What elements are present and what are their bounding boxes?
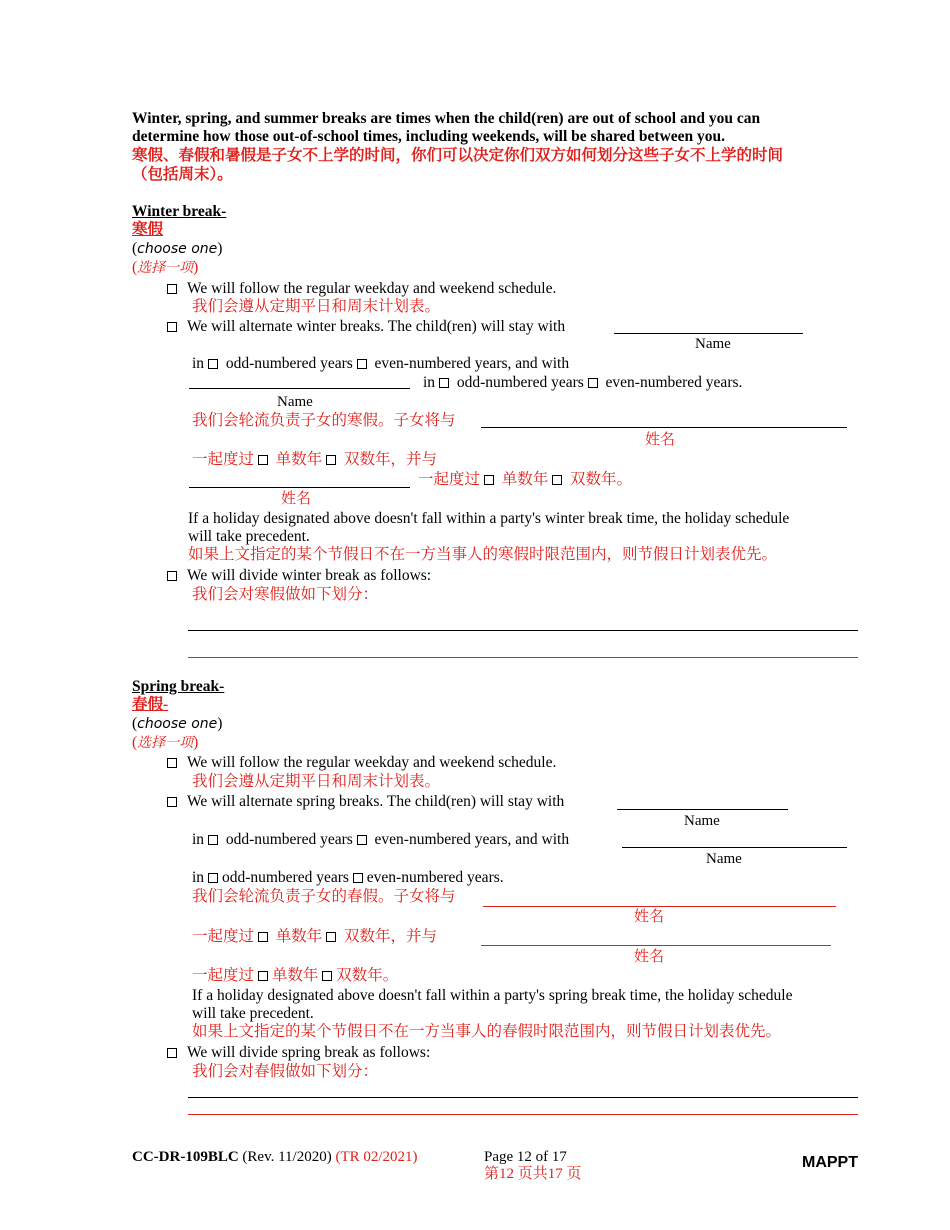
winter-zh-name1-label: 姓名 — [645, 432, 676, 448]
winter-opt2-en: We will alternate winter breaks. The child(ren) will stay with — [187, 318, 566, 335]
spring-odd-label-1: odd-numbered years — [225, 831, 353, 848]
spring-choose-en: (choose one) — [132, 715, 223, 732]
footer-page-zh: 第12 页共17 页 — [484, 1166, 582, 1182]
winter-odd-checkbox-1[interactable] — [208, 359, 218, 369]
spring-zh-name2-line[interactable] — [481, 945, 831, 946]
spring-even-with-label: even-numbered years, and with — [374, 831, 570, 848]
spring-name2-line[interactable] — [622, 847, 847, 848]
winter-option-1 — [167, 280, 556, 298]
winter-zh-even-checkbox-2[interactable] — [552, 475, 562, 485]
spring-zh-odd-2: 单数年 — [271, 967, 319, 984]
winter-in-label-1: in — [192, 355, 205, 372]
winter-divide-line-1[interactable] — [188, 630, 858, 631]
spring-name1-label: Name — [684, 813, 720, 829]
spring-name1-line[interactable] — [617, 809, 788, 810]
spring-years-row1 — [192, 831, 569, 849]
intro-zh-line1: 寒假、春假和暑假是子女不上学的时间，你们可以决定你们双方如何划分这些子女不上学的时间 — [132, 147, 784, 164]
winter-zh-even-checkbox-1[interactable] — [326, 455, 336, 465]
spring-odd-checkbox-1[interactable] — [208, 835, 218, 845]
spring-in-label-1: in — [192, 831, 205, 848]
winter-opt1-checkbox[interactable] — [167, 284, 177, 294]
winter-name2-line[interactable] — [189, 388, 410, 389]
winter-precedent-zh: 如果上文指定的某个节假日不在一方当事人的寒假时限范围内，则节假日计划表优先。 — [188, 546, 778, 563]
winter-years-row2 — [423, 374, 742, 392]
winter-even-checkbox-1[interactable] — [357, 359, 367, 369]
footer-page-en: Page 12 of 17 — [484, 1149, 567, 1165]
winter-choose-en: (choose one) — [132, 240, 223, 257]
spring-opt1-checkbox[interactable] — [167, 758, 177, 768]
winter-zh-together-1: 一起度过 — [192, 451, 255, 468]
spring-opt1-en: We will follow the regular weekday and weekend schedule. — [187, 754, 557, 771]
footer-form-info — [132, 1148, 418, 1166]
intro-en-line1: Winter, spring, and summer breaks are times when the child(ren) are out of school and you can — [132, 110, 761, 127]
spring-choose-zh-text: 选择一项 — [137, 735, 194, 751]
winter-even-label-2: even-numbered years. — [605, 374, 743, 391]
winter-divide-line-2[interactable] — [188, 657, 858, 658]
winter-zh-name1-line[interactable] — [481, 427, 847, 428]
winter-choose-zh: (选择一项) — [132, 259, 199, 276]
winter-zh-row1 — [192, 451, 437, 469]
spring-zh-even-2: 双数年。 — [336, 967, 399, 984]
spring-odd-label-2: odd-numbered years — [221, 869, 349, 886]
winter-zh-even-2: 双数年。 — [570, 471, 633, 488]
winter-in-label-2: in — [423, 374, 436, 391]
spring-zh-odd-checkbox-2[interactable] — [258, 971, 268, 981]
winter-zh-alt: 我们会轮流负责子女的寒假。子女将与 — [192, 412, 456, 429]
spring-opt3-zh: 我们会对春假做如下划分： — [192, 1063, 379, 1080]
spring-zh-name2-label: 姓名 — [634, 949, 665, 965]
winter-precedent-en2: will take precedent. — [188, 528, 310, 545]
winter-name1-line[interactable] — [614, 333, 803, 334]
spring-heading-zh: 春假- — [132, 696, 169, 713]
spring-zh-alt: 我们会轮流负责子女的春假。子女将与 — [192, 888, 456, 905]
spring-heading: Spring break- — [132, 678, 225, 695]
winter-choose-zh-text: 选择一项 — [137, 260, 194, 276]
winter-name1-label: Name — [695, 336, 731, 352]
intro-en-line2: determine how those out-of-school times, including weekends, will be shared between you. — [132, 128, 726, 145]
spring-zh-even-checkbox-1[interactable] — [326, 932, 336, 942]
winter-zh-odd-checkbox-1[interactable] — [258, 455, 268, 465]
winter-opt1-zh: 我们会遵从定期平日和周末计划表。 — [192, 298, 441, 315]
winter-zh-even-and: 双数年，并与 — [344, 451, 438, 468]
spring-divide-line-1[interactable] — [188, 1097, 858, 1098]
spring-zh-name1-label: 姓名 — [634, 909, 665, 925]
winter-opt1-en: We will follow the regular weekday and weekend schedule. — [187, 280, 557, 297]
spring-zh-even-and: 双数年，并与 — [344, 928, 438, 945]
footer-tr: (TR 02/2021) — [335, 1149, 418, 1165]
winter-zh-odd-2: 单数年 — [501, 471, 549, 488]
winter-opt3-zh: 我们会对寒假做如下划分： — [192, 586, 379, 603]
winter-zh-row2 — [418, 471, 632, 489]
spring-zh-odd-checkbox-1[interactable] — [258, 932, 268, 942]
spring-option-3 — [167, 1044, 430, 1062]
winter-choose-en-text: choose one — [137, 241, 218, 257]
intro-zh-line2: （包括周末）。 — [132, 166, 233, 183]
spring-opt3-checkbox[interactable] — [167, 1048, 177, 1058]
winter-zh-odd-1: 单数年 — [275, 451, 323, 468]
spring-years-row2 — [192, 869, 504, 887]
spring-precedent-en2: will take precedent. — [192, 1005, 314, 1022]
winter-opt2-checkbox[interactable] — [167, 322, 177, 332]
spring-precedent-en1: If a holiday designated above doesn't fall within a party's spring break time, the holiday schedule — [192, 987, 793, 1004]
spring-precedent-zh: 如果上文指定的某个节假日不在一方当事人的春假时限范围内，则节假日计划表优先。 — [192, 1023, 782, 1040]
spring-odd-checkbox-2[interactable] — [208, 873, 218, 883]
spring-opt1-zh: 我们会遵从定期平日和周末计划表。 — [192, 773, 441, 790]
spring-zh-together-1: 一起度过 — [192, 928, 255, 945]
spring-divide-line-2[interactable] — [188, 1114, 858, 1115]
footer-rev: (Rev. 11/2020) — [242, 1149, 332, 1165]
footer-form-id: CC-DR-109BLC — [132, 1149, 239, 1165]
spring-zh-name1-line[interactable] — [483, 906, 836, 907]
spring-name2-label: Name — [706, 851, 742, 867]
spring-option-1 — [167, 754, 556, 772]
winter-opt3-checkbox[interactable] — [167, 571, 177, 581]
winter-heading: Winter break- — [132, 203, 227, 220]
winter-zh-name2-line[interactable] — [189, 487, 410, 488]
spring-in-label-2: in — [192, 869, 205, 886]
winter-years-row1 — [192, 355, 569, 373]
spring-choose-zh: (选择一项) — [132, 734, 199, 751]
spring-option-2 — [167, 793, 564, 811]
spring-opt2-en: We will alternate spring breaks. The child(ren) will stay with — [187, 793, 565, 810]
winter-even-checkbox-2[interactable] — [588, 378, 598, 388]
winter-odd-label-1: odd-numbered years — [225, 355, 353, 372]
winter-precedent-en1: If a holiday designated above doesn't fall within a party's winter break time, the holiday schedule — [188, 510, 790, 527]
spring-zh-even-checkbox-2[interactable] — [322, 971, 332, 981]
spring-even-label-2: even-numbered years. — [366, 869, 504, 886]
winter-zh-name2-label: 姓名 — [281, 491, 312, 507]
spring-choose-en-text: choose one — [137, 716, 218, 732]
winter-opt3-en: We will divide winter break as follows: — [187, 567, 432, 584]
spring-zh-row2 — [192, 967, 398, 985]
winter-zh-together-2: 一起度过 — [418, 471, 481, 488]
winter-option-2 — [167, 318, 565, 336]
winter-option-3 — [167, 567, 431, 585]
spring-zh-odd-1: 单数年 — [275, 928, 323, 945]
spring-opt2-checkbox[interactable] — [167, 797, 177, 807]
spring-even-checkbox-1[interactable] — [357, 835, 367, 845]
spring-zh-row1 — [192, 928, 437, 946]
winter-zh-odd-checkbox-2[interactable] — [484, 475, 494, 485]
spring-zh-together-2: 一起度过 — [192, 967, 255, 984]
spring-even-checkbox-2[interactable] — [353, 873, 363, 883]
winter-name2-label: Name — [277, 394, 313, 410]
winter-odd-checkbox-2[interactable] — [439, 378, 449, 388]
winter-heading-zh: 寒假 — [132, 221, 164, 238]
winter-odd-label-2: odd-numbered years — [456, 374, 584, 391]
spring-opt3-en: We will divide spring break as follows: — [187, 1044, 431, 1061]
winter-even-with-label: even-numbered years, and with — [374, 355, 570, 372]
footer-code: MAPPT — [802, 1154, 858, 1171]
